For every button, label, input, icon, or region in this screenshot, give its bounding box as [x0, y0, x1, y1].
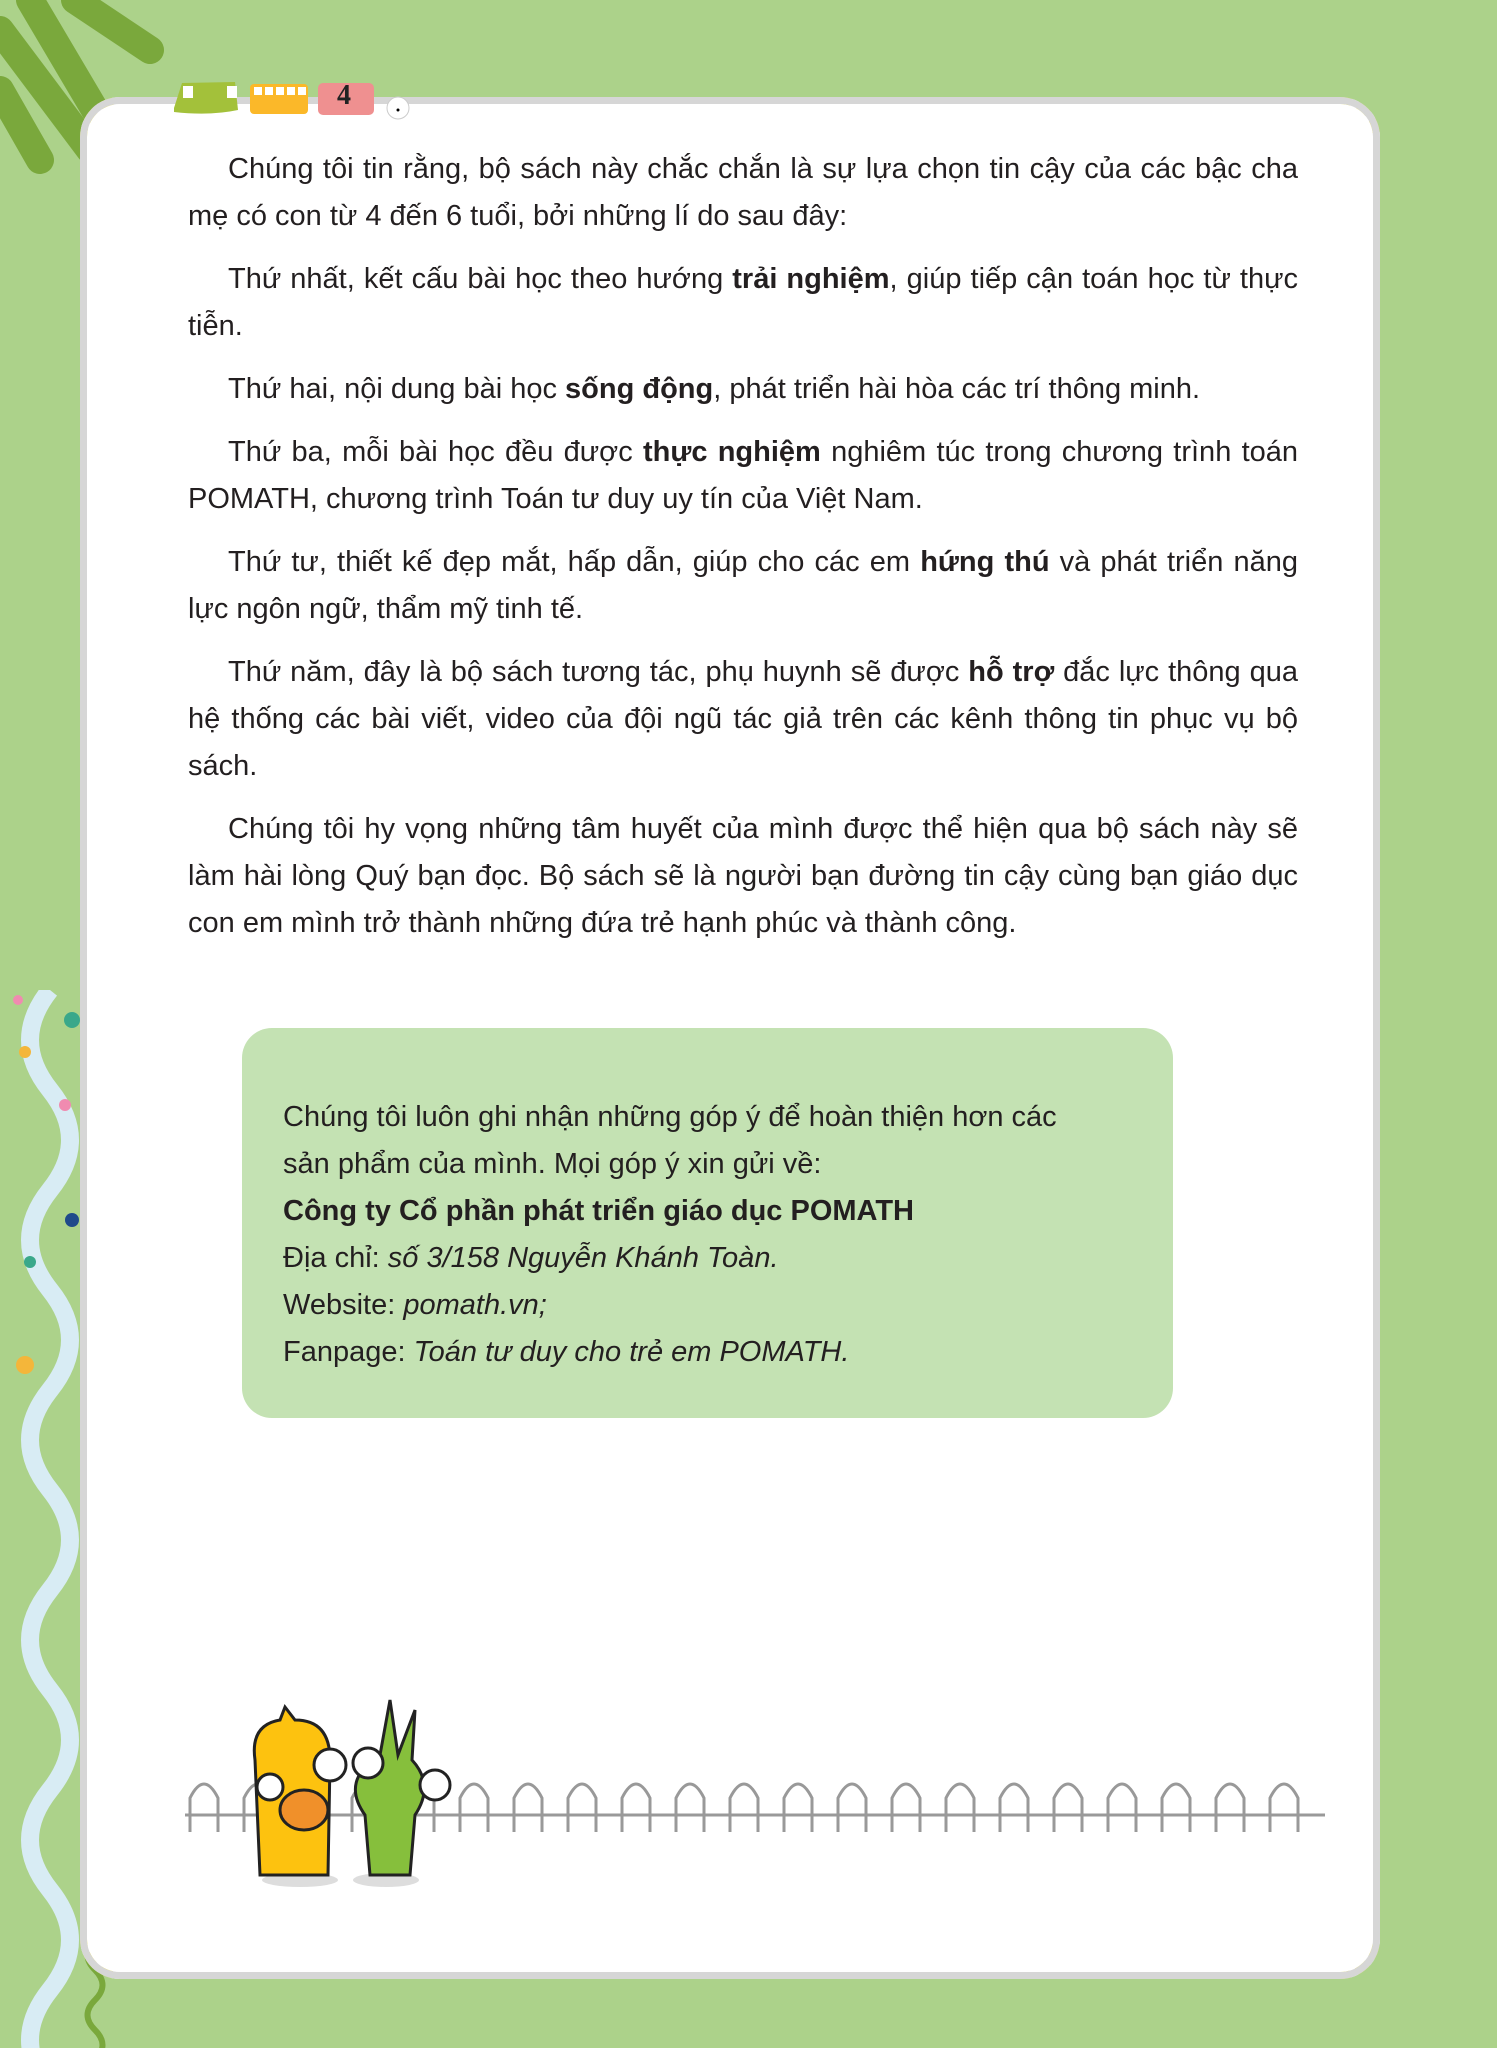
fence-arch: [514, 1784, 542, 1832]
paragraph: Thứ nhất, kết cấu bài học theo hướng trải nghiệm, giúp tiếp cận toán học từ thực tiễn.: [188, 263, 1298, 342]
contact-intro: Chúng tôi luôn ghi nhận những góp ý để hoàn thiện hơn các: [283, 1101, 1057, 1133]
contact-intro: sản phẩm của mình. Mọi góp ý xin gửi về:: [283, 1148, 822, 1180]
fence-arch: [784, 1784, 812, 1832]
pig-and-rabbit-characters: [240, 1695, 470, 1895]
fence-arch: [568, 1784, 596, 1832]
paragraph: Chúng tôi tin rằng, bộ sách này chắc chắn là sự lựa chọn tin cậy của các bậc cha mẹ có con từ 4 đến 6 tuổi, bởi những lí do sau đây:: [188, 153, 1298, 232]
fence-arch: [1054, 1784, 1082, 1832]
paragraph: Thứ ba, mỗi bài học đều được thực nghiệm nghiêm túc trong chương trình toán POMATH, chương trình Toán tư duy uy tín của Việt Nam.: [188, 436, 1299, 515]
fence-arch: [1162, 1784, 1190, 1832]
fence-arch: [1216, 1784, 1244, 1832]
website: Website: pomath.vn;: [283, 1289, 547, 1321]
paragraph: Thứ tư, thiết kế đẹp mắt, hấp dẫn, giúp cho các em hứng thú và phát triển năng lực ngôn ngữ, thẩm mỹ tinh tế.: [188, 546, 1298, 625]
fence-arch: [892, 1784, 920, 1832]
website-link[interactable]: pomath.vn;: [403, 1289, 547, 1321]
preface-text: [188, 146, 1298, 963]
train-page-header: [170, 78, 420, 123]
fence-arch: [730, 1784, 758, 1832]
fence-arch: [838, 1784, 866, 1832]
company-name: Công ty Cổ phần phát triển giáo dục POMATH: [283, 1195, 914, 1227]
paragraph: Thứ năm, đây là bộ sách tương tác, phụ huynh sẽ được hỗ trợ đắc lực thông qua hệ thống các bài viết, video của đội ngũ tác giả trên các kênh thông tin phục vụ bộ sách.: [188, 656, 1298, 782]
paragraph: Thứ hai, nội dung bài học sống động, phát triển hài hòa các trí thông minh.: [228, 373, 1201, 405]
confetti-dots: [0, 990, 90, 1390]
fence-arch: [946, 1784, 974, 1832]
fence-arch: [190, 1784, 218, 1832]
paragraph: Chúng tôi hy vọng những tâm huyết của mình được thể hiện qua bộ sách này sẽ làm hài lòng Quý bạn đọc. Bộ sách sẽ là người bạn đường tin cậy cùng bạn giáo dục con em mình trở thành những đứa trẻ hạnh phúc và thành công.: [188, 813, 1298, 939]
address: Địa chỉ: số 3/158 Nguyễn Khánh Toàn.: [283, 1242, 779, 1274]
fanpage: Fanpage: Toán tư duy cho trẻ em POMATH.: [283, 1336, 850, 1368]
fence-arch: [1270, 1784, 1298, 1832]
contact-box: [242, 1028, 1173, 1418]
fence-arch: [1108, 1784, 1136, 1832]
page-number: 4: [337, 80, 351, 111]
fence-arch: [676, 1784, 704, 1832]
fence-arch: [1000, 1784, 1028, 1832]
fence-arch: [622, 1784, 650, 1832]
